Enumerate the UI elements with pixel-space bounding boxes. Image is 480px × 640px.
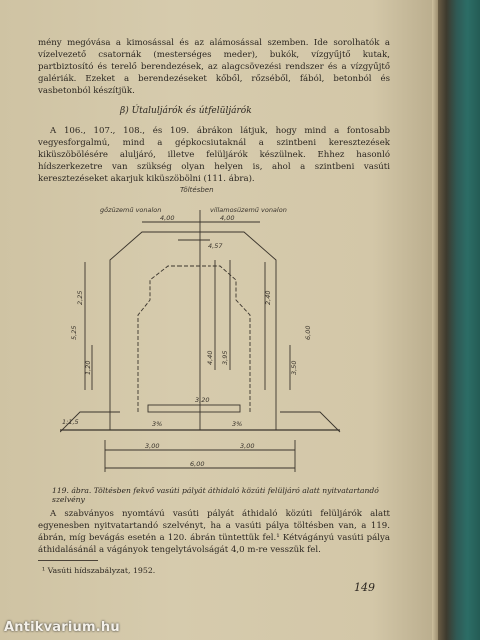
pct-left: 3% [152, 420, 163, 428]
watermark: Antikvarium.hu [4, 620, 120, 635]
dim-bottom-total: 6,00 [190, 460, 205, 468]
dim-440: 4,40 [206, 350, 214, 365]
dim-525: 5,25 [70, 325, 78, 340]
paragraph-2: A 106., 107., 108., és 109. ábrákon látjuk, hogy mind a fontosabb vegyesforgalmú, mind a gépkocsiutaknál a szintbeni keresztezések kiküszöbölésére aluljáró, illetve felüljárók készülnek. Ehhez hasonló hídszerkezetre van szükség olyan helyen is, ahol a szintbeni vasúti keresztezéseket akarjuk kiküszöbölni (111. ábra). [38, 126, 390, 184]
page-number: 149 [354, 581, 375, 594]
dim-bottom-right: 3,00 [240, 442, 255, 450]
dim-240: 2,40 [264, 290, 272, 305]
dim-395: 3,95 [221, 350, 229, 365]
outer-profile-line [110, 232, 276, 430]
paragraph-3: A szabványos nyomtávú vasúti pályát áthidaló közúti felüljárók alatt egyenesben nyitvatartandó szelvényt, ha a vasúti pálya töltésben van, a 119. ábrán, míg bevágás esetén a 120. ábrán tüntettük fel.¹ Kétvágányú vasúti pálya áthidalásánál a vágányok tengelytávolságát 4,0 m-re vesszük fel. [38, 509, 390, 555]
dim-320-mid: 3,20 [195, 396, 210, 404]
paragraph-1: mény megóvása a kimosással és az alámosással szemben. Ide sorolhatók a vízelvezető csatornák (mesterséges meder), bukók, vízgyűjtő kutak, partbiztosító és terelő berendezések, az alagcsövezési rendszer és a vízgyűjtő galériák. Ezeket a berendezéseket kőből, rőzséből, fából, betonból és vasbetonból készítjük. [38, 38, 390, 96]
pct-right: 3% [232, 420, 243, 428]
dim-top-left: 4,00 [160, 214, 175, 222]
section-heading: β) Útaluljárók és útfelüljárók [120, 106, 252, 116]
dim-457: 4,57 [208, 242, 223, 250]
figure-caption: 119. ábra. Töltésben fekvő vasúti pályát áthidaló közúti felüljáró alatt nyitvatartandó szelvény [52, 486, 379, 504]
footnote-rule [38, 560, 98, 561]
footnote: ¹ Vasúti hídszabályzat, 1952. [42, 566, 156, 575]
dim-225: 2,25 [76, 290, 84, 305]
figure-title: Töltésben [180, 186, 214, 194]
dim-350: 3,50 [290, 360, 298, 375]
dim-600: 6,00 [304, 325, 312, 340]
clearance-profile-figure [60, 180, 400, 480]
dim-top-right: 4,00 [220, 214, 235, 222]
dim-120: 1,20 [84, 360, 92, 375]
label-left: gőzüzemű vonalon [100, 206, 162, 214]
label-right: villamosüzemű vonalon [210, 206, 287, 214]
dim-slope: 1:1,5 [62, 418, 79, 426]
book-cover [438, 0, 480, 640]
dim-bottom-left: 3,00 [145, 442, 160, 450]
inner-profile-left [138, 266, 178, 412]
